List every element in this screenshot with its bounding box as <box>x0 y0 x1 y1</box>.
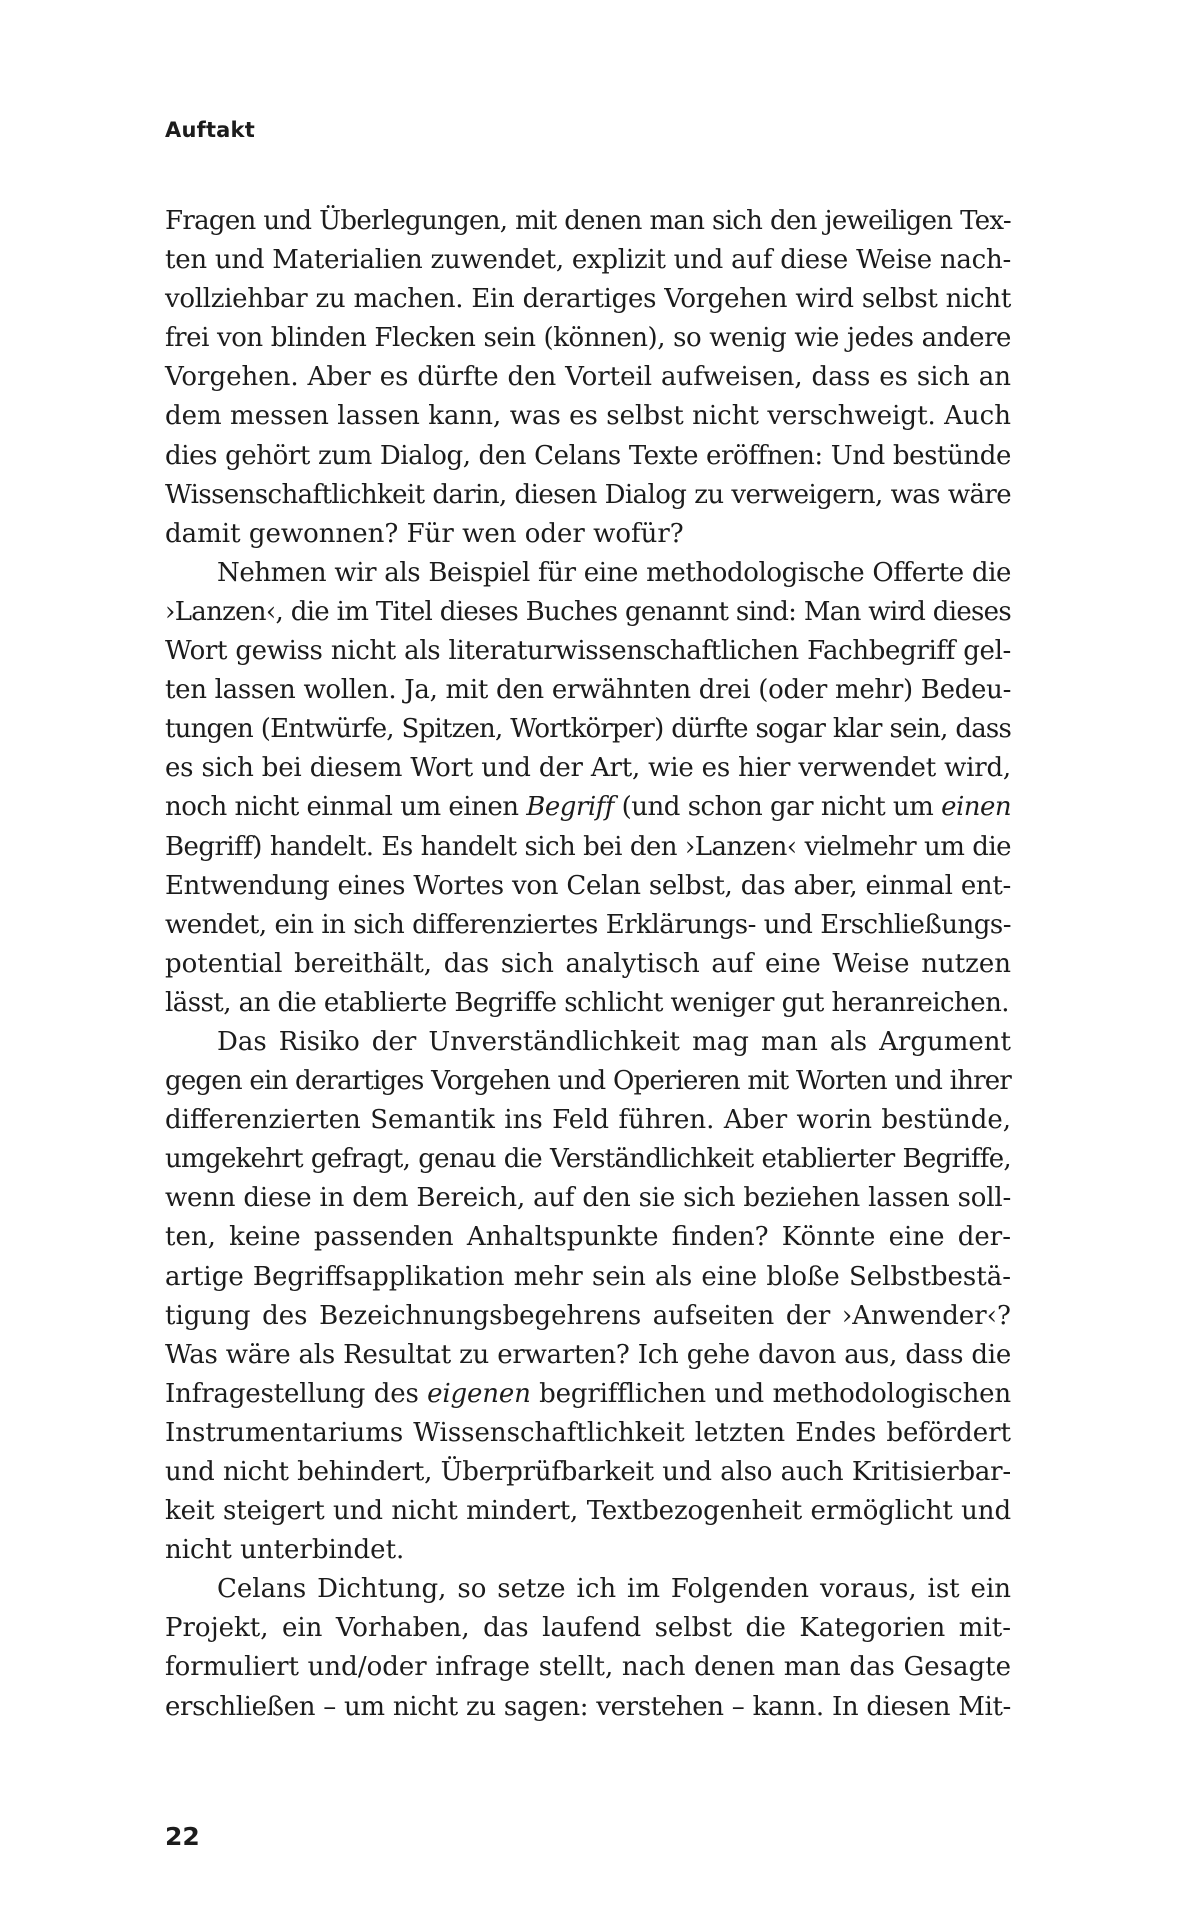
text-line <box>165 1375 1011 1414</box>
text-line: formuliert und/oder infrage stellt, nach denen man das Gesagte <box>165 1652 1011 1683</box>
text-line: potential bereithält, das sich analytisch auf eine Weise nutzen <box>165 948 1011 979</box>
text-line: erschließen – um nicht zu sagen: verstehen – kann. In diesen Mit- <box>165 1691 1011 1722</box>
text-line: Was wäre als Resultat zu erwarten? Ich gehe davon aus, dass die <box>165 1339 1011 1370</box>
text-line: es sich bei diesem Wort und der Art, wie es hier verwendet wird, <box>165 753 1011 784</box>
text-line: vollziehbar zu machen. Ein derartiges Vorgehen wird selbst nicht <box>165 284 1011 315</box>
text-line: differenzierten Semantik ins Feld führen. Aber worin bestünde, <box>165 1105 1011 1136</box>
text-line: ›Lanzen‹, die im Titel dieses Buches genannt sind: Man wird dieses <box>165 596 1011 627</box>
italic-term: eigenen <box>427 1378 531 1409</box>
text-line: Vorgehen. Aber es dürfte den Vorteil aufweisen, dass es sich an <box>165 362 1011 393</box>
text-line: Wort gewiss nicht als literaturwissenschaftlichen Fachbegriff gel- <box>165 636 1011 667</box>
text-line: umgekehrt gefragt, genau die Verständlichkeit etablierter Begriffe, <box>165 1144 1011 1175</box>
text-segment: begrifflichen und methodologischen <box>530 1378 1011 1409</box>
text-line: dies gehört zum Dialog, den Celans Texte eröffnen: Und bestünde <box>165 440 1011 471</box>
text-line: Entwendung eines Wortes von Celan selbst, das aber, einmal ent- <box>165 870 1011 901</box>
text-line: Nehmen wir als Beispiel für eine methodologische Offerte die <box>217 557 1011 588</box>
text-line: frei von blinden Flecken sein (können), so wenig wie jedes andere <box>165 323 1011 354</box>
text-line: damit gewonnen? Für wen oder wofür? <box>165 518 684 549</box>
text-line: Instrumentariums Wissenschaftlichkeit letzten Endes befördert <box>165 1417 1011 1448</box>
text-line: wendet, ein in sich differenziertes Erklärungs- und Erschließungs- <box>165 909 1011 940</box>
text-line: Fragen und Überlegungen, mit denen man sich den jeweiligen Tex- <box>165 206 1011 236</box>
italic-term: einen <box>941 792 1012 823</box>
text-line: Celans Dichtung, so setze ich im Folgenden voraus, ist ein <box>217 1574 1011 1605</box>
body-text <box>165 202 1011 1727</box>
page-number: 22 <box>165 1822 200 1851</box>
text-line: ten, keine passenden Anhaltspunkte finden? Könnte eine der- <box>165 1222 1011 1253</box>
text-line: tigung des Bezeichnungsbegehrens aufseiten der ›Anwender‹? <box>165 1300 1011 1331</box>
text-line: gegen ein derartiges Vorgehen und Operieren mit Worten und ihrer <box>165 1066 1011 1097</box>
text-segment: noch nicht einmal um einen <box>165 792 527 823</box>
text-line: lässt, an die etablierte Begriffe schlicht weniger gut heranreichen. <box>165 987 1009 1018</box>
text-line <box>165 788 1011 827</box>
text-line: wenn diese in dem Bereich, auf den sie sich beziehen lassen soll- <box>165 1183 1012 1214</box>
text-line: nicht unterbindet. <box>165 1535 405 1566</box>
text-line: tungen (Entwürfe, Spitzen, Wortkörper) dürfte sogar klar sein, dass <box>165 714 1011 745</box>
running-head: Auftakt <box>165 118 255 142</box>
text-line: Begriff) handelt. Es handelt sich bei den ›Lanzen‹ vielmehr um die <box>165 831 1011 862</box>
text-line: ten lassen wollen. Ja, mit den erwähnten drei (oder mehr) Bedeu- <box>165 675 1012 706</box>
text-line: Das Risiko der Unverständlichkeit mag man als Argument <box>217 1026 1011 1057</box>
text-line: dem messen lassen kann, was es selbst nicht verschweigt. Auch <box>165 401 1011 432</box>
italic-term: Begriff <box>526 792 614 823</box>
text-line: und nicht behindert, Überprüfbarkeit und also auch Kritisierbar- <box>165 1457 1011 1487</box>
text-segment: Infragestellung des <box>165 1378 428 1409</box>
text-line: Projekt, ein Vorhaben, das laufend selbst die Kategorien mit- <box>165 1613 1011 1644</box>
text-segment: (und schon gar nicht um <box>613 792 942 823</box>
text-line: ten und Materialien zuwendet, explizit und auf diese Weise nach- <box>165 245 1011 276</box>
text-line: Wissenschaftlichkeit darin, diesen Dialog zu verweigern, was wäre <box>165 479 1011 510</box>
text-line: keit steigert und nicht mindert, Textbezogenheit ermöglicht und <box>165 1496 1011 1527</box>
text-line: artige Begriffsapplikation mehr sein als eine bloße Selbstbestä- <box>165 1261 1011 1292</box>
